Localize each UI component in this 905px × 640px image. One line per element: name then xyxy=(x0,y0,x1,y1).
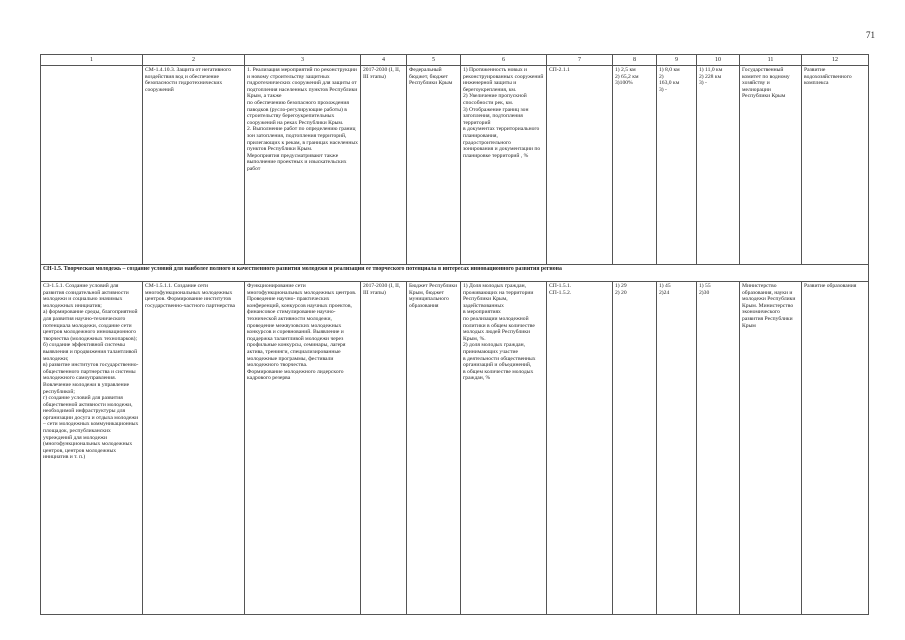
cell-code: СП-2.1.1 xyxy=(547,66,613,265)
cell-period: 2017-2030 (I, II, III этапы) xyxy=(361,66,407,265)
column-number: 11 xyxy=(740,55,802,66)
cell-program: Развитие водохозяйственного комплекса xyxy=(802,66,869,265)
cell-value-stage1: 1) 29 2) 20 xyxy=(613,282,657,615)
column-number: 2 xyxy=(143,55,245,66)
cell-value-stage2: 1) 45 2)24 xyxy=(657,282,697,615)
cell-funding: Федеральный бюджет, бюджет Республики Крым xyxy=(407,66,461,265)
cell-value-stage3: 1) 55 2)30 xyxy=(697,282,740,615)
column-numbers-row xyxy=(41,55,869,66)
cell-period: 2017-2030 (I, II, III этапы) xyxy=(361,282,407,615)
section-heading: СН-1.5. Творческая молодежь – создание условий для наиболее полного и качественного развития молодежи и реализации ее творческого потенциала в интересах инновационного развития региона xyxy=(41,265,869,282)
cell-code: СП-1.5.1. СП-1.5.2. xyxy=(547,282,613,615)
cell-measure: СМ-1.4.10.3. Защита от негативного воздействия вод и обеспечение безопасности гидротехнических сооружений xyxy=(143,66,245,265)
cell-value-stage1: 1) 2,5 км 2) 65,2 км 3)100% xyxy=(613,66,657,265)
cell-responsible: Государственный комитет по водному хозяйству и мелиорации Республики Крым xyxy=(740,66,802,265)
column-number: 1 xyxy=(41,55,143,66)
table-row xyxy=(41,66,869,265)
cell-value-stage2: 1) 8,0 км 2) 163,0 км 3) - xyxy=(657,66,697,265)
column-number: 8 xyxy=(613,55,657,66)
page-number: 71 xyxy=(866,30,875,40)
cell-measure: СМ-1.5.1.1. Создание сети многофункциональных молодежных центров. Формирование институтов государственно-частного партнерства xyxy=(143,282,245,615)
cell-goal: СЗ-1.5.1. Создание условий для развития созидательной активности молодежи и социально значимых молодежных инициатив; а) формирование среды, благоприятной для развития научно-технического потенциала молодежи, создание сети центров молодежного инновационного творчества (молодежных технопарков); б) создание эффективной системы выявления и продвижения талантливой молодежи; в) развитие институтов государственно-общественного партнерства и системы молодежного самоуправления. Вовлечение молодежи в управление республикой; г) создание условий для развития общественной активности молодежи, необходимой инфраструктуры для организации досуга и отдыха молодежи – сети молодежных коммуникационных площадок, республиканских учреждений для молодежи (многофункциональных молодежных центров, центров молодежных инициатив и т. п.) xyxy=(41,282,143,615)
cell-indicators: 1) Доля молодых граждан, проживающих на территории Республики Крым, задействованных в мероприятиях по реализации молодежной политики в общем количестве молодых людей Республики Крым, %. 2) доля молодых граждан, принимающих участие в деятельности общественных организаций и объединений, в общем количестве молодых граждан, % xyxy=(461,282,547,615)
column-number: 5 xyxy=(407,55,461,66)
column-number: 10 xyxy=(697,55,740,66)
cell-goal xyxy=(41,66,143,265)
column-number: 7 xyxy=(547,55,613,66)
column-number: 3 xyxy=(245,55,361,66)
cell-value-stage3: 1) 11,0 км 2) 228 км 3) - xyxy=(697,66,740,265)
column-number: 4 xyxy=(361,55,407,66)
plan-table xyxy=(40,54,869,615)
column-number: 12 xyxy=(802,55,869,66)
cell-funding: Бюджет Республики Крым, бюджет муниципального образования xyxy=(407,282,461,615)
cell-indicators: 1) Протяженность новых и реконструированных сооружений инженерной защиты и берегоукрепления, км. 2) Увеличение пропускной способности рек, км. 3) Отображение границ зон затопления, подтопления территорий в документах территориального планирования, градостроительного зонирования и документации по планировке территорий , % xyxy=(461,66,547,265)
cell-responsible: Министерство образования, науки и молодежи Республики Крым. Министерство экономического развития Республики Крым xyxy=(740,282,802,615)
cell-program: Развитие образования xyxy=(802,282,869,615)
cell-activities: 1. Реализация мероприятий по реконструкции и новому строительству защитных гидротехнических сооружений для защиты от подтопления населенных пунктов Республики Крым, а также по обеспечению безопасного прохождения паводков (русло-регулирующие работы) в строительству берегоукрепительных сооружений на реках Республики Крым. 2. Выполнение работ по определению границ зон затопления, подтопления территорий, прилегающих к рекам, в границах населенных пунктов Республики Крым. Мероприятия предусматривают также выполнение проектных и изыскательских работ xyxy=(245,66,361,265)
column-number: 9 xyxy=(657,55,697,66)
section-heading-row xyxy=(41,265,869,282)
table-row xyxy=(41,282,869,615)
column-number: 6 xyxy=(461,55,547,66)
cell-activities: Функционирование сети многофункциональных молодежных центров. Проведение научно- практических конференций, конкурсов научных проектов, финансовое стимулирование научно-технической активности молодежи, проведение межвузовских молодежных конкурсов и соревнований. Выявление и поддержка талантливой молодежи через профильные конкурсы, семинары, лагеря актива, тренинги, специализированные молодежные программы, фестивали молодежного творчества. Формирование молодежного лидерского кадрового резерва xyxy=(245,282,361,615)
